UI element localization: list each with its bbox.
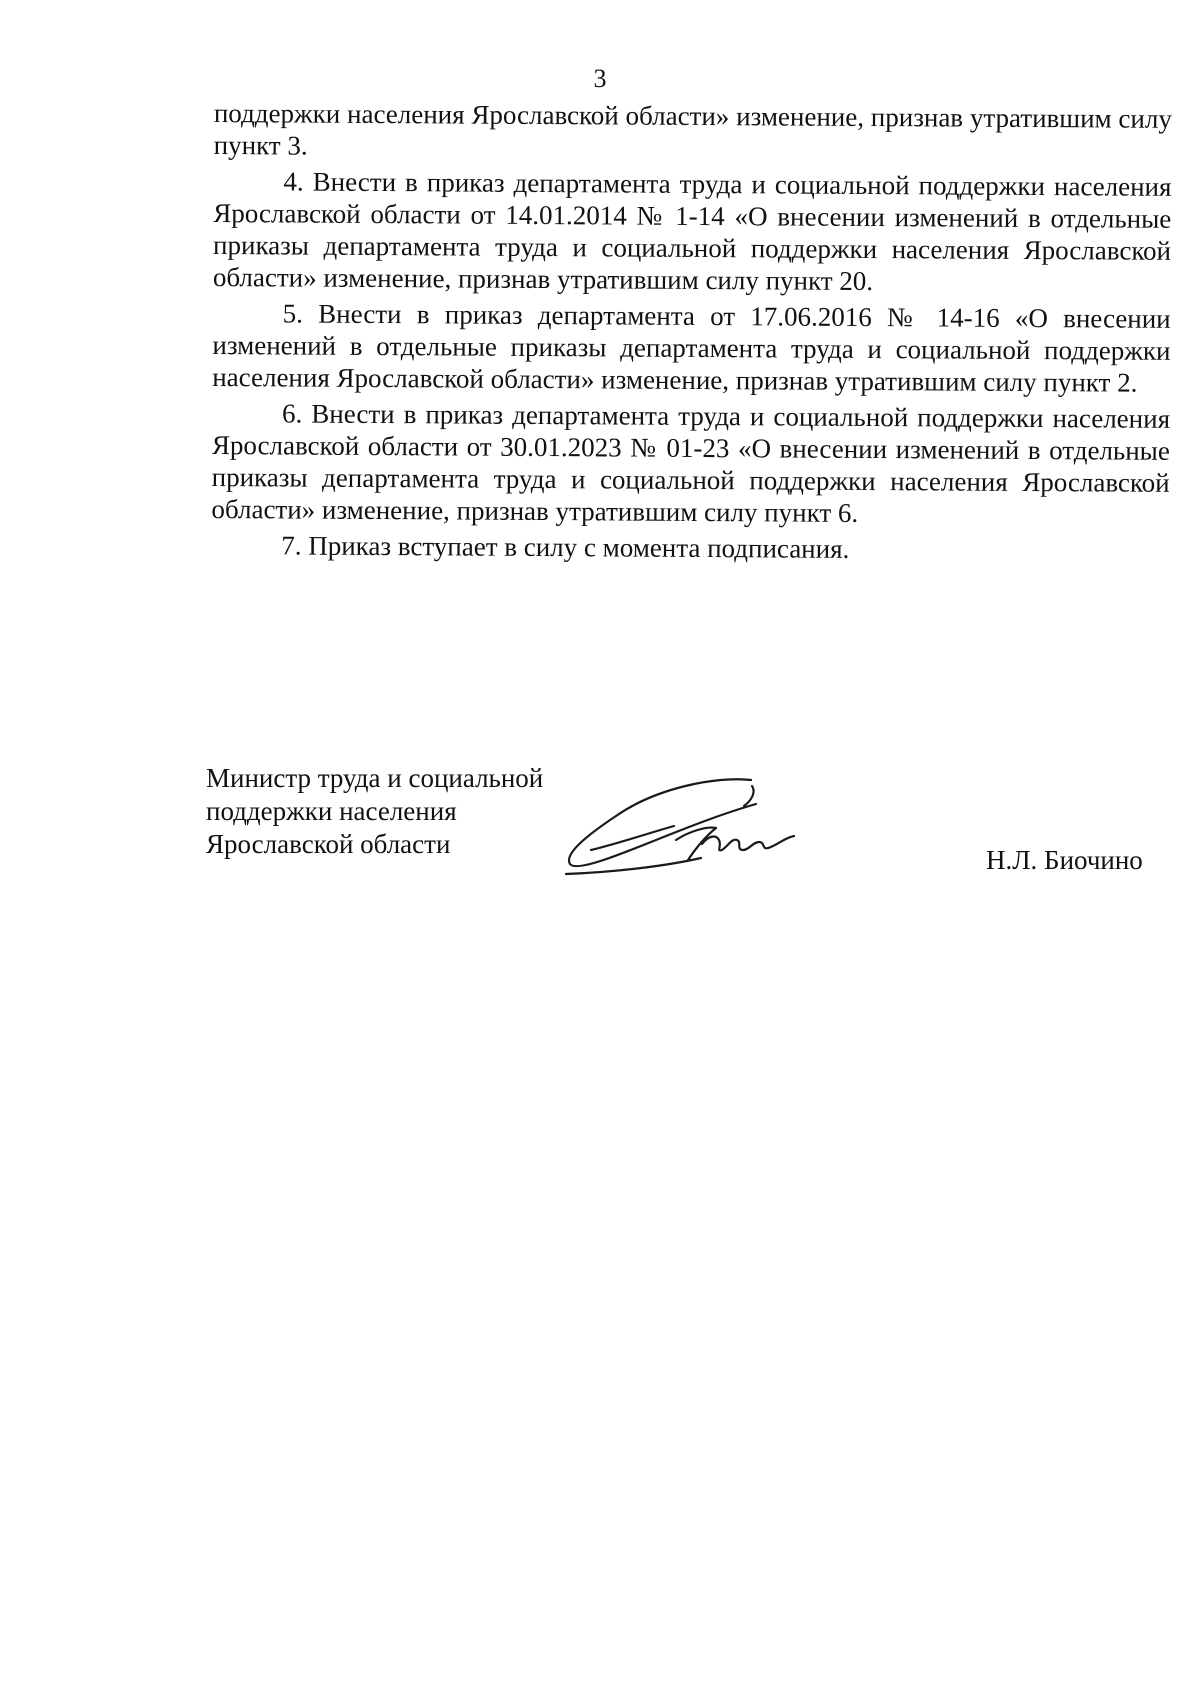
paragraph-item-4: 4. Внести в приказ департамента труда и социальной поддержки населения Ярославской области от 14.01.2014 № 1-14 «О внесении изменений в отдельные приказы департамента труда и социальной поддержки населения Ярославской области» изменение, признав утратившим силу пункт 20.: [212, 166, 1172, 297]
handwritten-signature: [556, 774, 826, 884]
signatory-title-line: поддержки населения: [206, 796, 457, 826]
paragraph-item-7: 7. Приказ вступает в силу с момента подписания.: [281, 530, 850, 564]
signature-block: [206, 762, 1200, 902]
page-number: 3: [593, 64, 607, 93]
paragraph-item-5: 5. Внести в приказ департамента от 17.06.2016 № 14-16 «О внесении изменений в отдельные приказы департамента труда и социальной поддержки населения Ярославской области» изменение, признав утратившим силу пункт 2.: [212, 298, 1171, 398]
signatory-title-line: Ярославской области: [206, 829, 451, 859]
document-body: [211, 97, 1172, 571]
signatory-title: [206, 762, 543, 861]
paragraph-item-6: 6. Внести в приказ департамента труда и социальной поддержки населения Ярославской области от 30.01.2023 № 01-23 «О внесении изменений в отдельные приказы департамента труда и социальной поддержки населения Ярославской области» изменение, признав утратившим силу пункт 6.: [211, 398, 1171, 528]
signatory-name: Н.Л. Биочино: [986, 845, 1143, 875]
signatory-title-line: Министр труда и социальной: [206, 763, 544, 793]
paragraph-continuation: поддержки населения Ярославской области» изменение, признав утратившим силу пункт 3.: [213, 97, 1172, 161]
